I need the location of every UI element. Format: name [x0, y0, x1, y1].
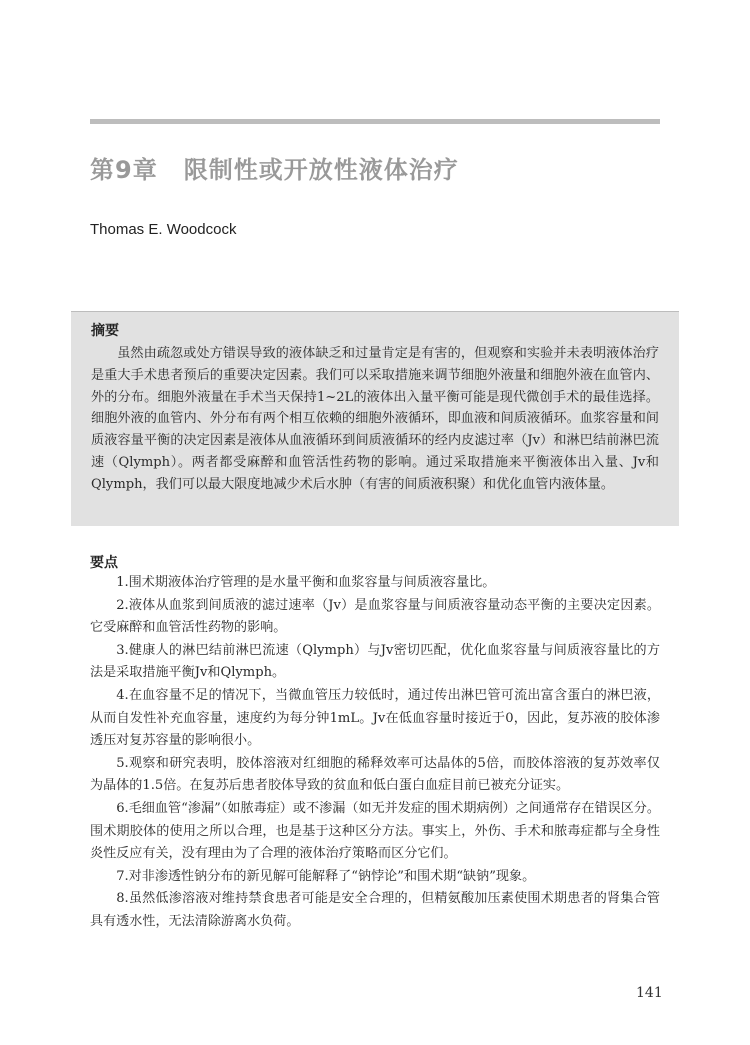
key-point-item: 6.毛细血管“渗漏”（如脓毒症）或不渗漏（如无并发症的围术期病例）之间通常存在错误区分。围术期胶体的使用之所以合理，也是基于这种区分方法。事实上，外伤、手术和脓毒症都与全身性炎性反应有关，没有理由为了合理的液体治疗策略而区分它们。: [90, 800, 660, 862]
abstract-box: [71, 311, 679, 526]
page-number: 141: [636, 985, 663, 1001]
chapter-number: 第9章: [90, 156, 158, 184]
top-divider: [90, 119, 660, 124]
chapter-title: [90, 150, 459, 185]
key-point-item: 1.围术期液体治疗管理的是水量平衡和血浆容量与间质液容量比。: [116, 575, 496, 590]
chapter-title-text: 限制性或开放性液体治疗: [183, 156, 459, 184]
key-point-item: 4.在血容量不足的情况下，当微血管压力较低时，通过传出淋巴管可流出富含蛋白的淋巴液，从而自发性补充血容量，速度约为每分钟1mL。Jv在低血容量时接近于0，因此，复苏液的胶体渗透压对复苏容量的影响很小。: [90, 687, 660, 749]
key-point-item: 3.健康人的淋巴结前淋巴流速（Qlymph）与Jv密切匹配，优化血浆容量与间质液容量比的方法是采取措施平衡Jv和Qlymph。: [90, 642, 660, 681]
abstract-heading: 摘要: [91, 323, 119, 339]
key-point-item: 2.液体从血浆到间质液的滤过速率（Jv）是血浆容量与间质液容量动态平衡的主要决定因素。它受麻醉和血管活性药物的影响。: [90, 597, 660, 636]
key-point-item: 5.观察和研究表明，胶体溶液对红细胞的稀释效率可达晶体的5倍，而胶体溶液的复苏效率仅为晶体的1.5倍。在复苏后患者胶体导致的贫血和低白蛋白血症目前已被充分证实。: [90, 755, 660, 794]
key-point-item: 7.对非渗透性钠分布的新见解可能解释了“钠悖论”和围术期“缺钠”现象。: [116, 868, 536, 884]
key-point-item: 8.虽然低渗溶液对维持禁食患者可能是安全合理的，但精氨酸加压素使围术期患者的肾集合管具有透水性，无法清除游离水负荷。: [90, 891, 660, 929]
key-points-list: [90, 572, 660, 934]
abstract-body: 虽然由疏忽或处方错误导致的液体缺乏和过量肯定是有害的，但观察和实验并未表明液体治疗是重大手术患者预后的重要决定因素。我们可以采取措施来调节细胞外液量和细胞外液在血管内、外的分布。细胞外液量在手术当天保持1~2L的液体出入量平衡可能是现代微创手术的最佳选择。细胞外液的血管内、外分布有两个相互依赖的细胞外液循环，即血液和间质液循环。血浆容量和间质液容量平衡的决定因素是液体从血液循环到间质液循环的经内皮滤过率（Jv）和淋巴结前淋巴流速（Qlymph）。两者都受麻醉和血管活性药物的影响。通过采取措施来平衡液体出入量、Jv和Qlymph，我们可以最大限度地减少术后水肿（有害的间质液积聚）和优化血管内液体量。: [91, 346, 659, 492]
key-points-heading: 要点: [90, 555, 118, 571]
author-name: Thomas E. Woodcock: [90, 221, 237, 238]
